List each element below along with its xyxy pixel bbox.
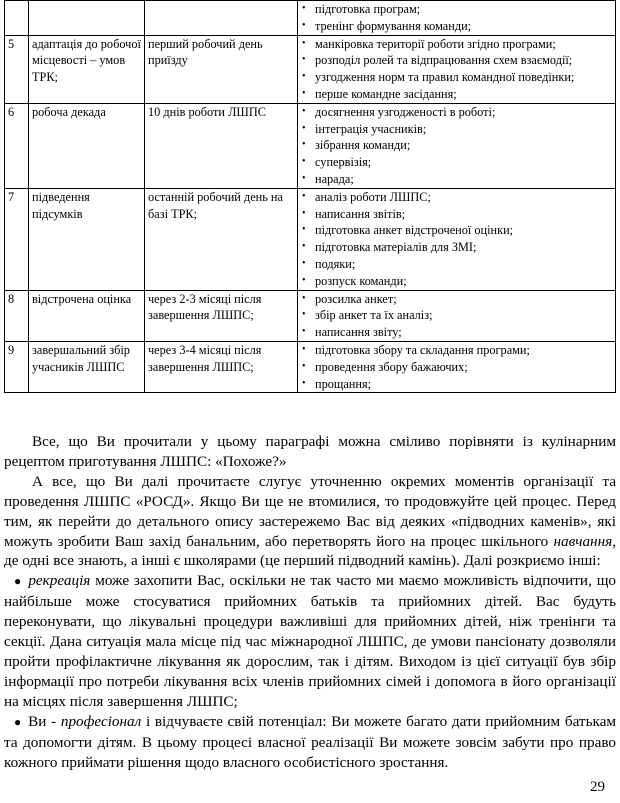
bullet-icon: • xyxy=(302,326,306,338)
bullet-icon: • xyxy=(302,122,306,134)
bullet-icon: • xyxy=(302,224,306,236)
bullet-icon: • xyxy=(302,37,306,49)
activity-text: проведення збору бажаючих; xyxy=(315,359,468,374)
bullet-icon: • xyxy=(302,172,306,184)
bullet-icon: • xyxy=(302,71,306,83)
activity-item xyxy=(301,137,613,154)
activity-text: узгодження норм та правил командної поведінки; xyxy=(315,70,575,85)
bullet-icon: • xyxy=(302,3,306,14)
activity-item xyxy=(301,239,613,256)
bullet-icon: • xyxy=(302,87,306,99)
stage-activities xyxy=(298,341,616,392)
bullet-professional: ● Ви - професіонал і відчуваєте свій потенціал: Ви можете багато дати прийомним батькам та допомогти дітям. В цьому процесі власної реалізації Ви можете зовсім забути про право кожного приймати рішення щодо власного особистісного зростання. xyxy=(4,712,616,771)
row-number: 7 xyxy=(5,188,29,290)
stage-activities xyxy=(298,188,616,290)
bullet-recreation: ● рекреація може захопити Вас, оскільки не так часто ми маємо можливість відпочити, що найбільше може стосуватися прийомних батьків та прийомних дітей. Вас будуть переконувати, що лікувальні процедури важливіші для прийомних дітей, ніж тренінги та секції. Дана ситуація мала місце під час міжнародної ЛШПС, де умови пансіонату дозволяли пройти профілактичне лікування як дорослим, так і дітям. Виходом із цієї ситуації був збір інформації про потреби лікування всіх членів прийомних сімей і допомога в його організації на місцях після завершення ЛШПС; xyxy=(4,572,617,710)
bullet-icon: ● xyxy=(14,714,23,729)
row-number xyxy=(5,1,29,36)
bullet-icon: • xyxy=(302,257,306,269)
activity-item xyxy=(301,376,613,393)
activity-text: підготовка збору та складання програми; xyxy=(315,342,530,357)
page-number: 29 xyxy=(590,779,605,795)
bullet-icon: • xyxy=(302,377,306,389)
activity-item xyxy=(301,189,613,206)
bullet-icon: • xyxy=(302,360,306,372)
activity-text: написання звітів; xyxy=(315,206,406,221)
activity-item xyxy=(301,18,613,35)
activity-item xyxy=(301,273,613,290)
activity-text: підготовка анкет відстроченої оцінки; xyxy=(315,223,514,238)
stage-activities xyxy=(298,290,616,341)
activity-item xyxy=(301,171,613,188)
table-row xyxy=(5,103,616,188)
activity-item xyxy=(301,324,613,341)
table-row xyxy=(5,35,616,103)
bullet-icon: • xyxy=(302,105,306,117)
stage-name xyxy=(29,1,145,36)
activity-item xyxy=(301,121,613,138)
stage-activities xyxy=(298,1,616,36)
stage-timing: останній робочий день на базі ТРК; xyxy=(145,188,298,290)
stage-timing: 10 днів роботи ЛШПС xyxy=(145,103,298,188)
activity-text: нарада; xyxy=(315,171,354,186)
table-row xyxy=(5,188,616,290)
stage-activities xyxy=(298,103,616,188)
bullet-icon: • xyxy=(302,54,306,66)
activity-text: інтеграція учасників; xyxy=(315,121,427,136)
bullet-icon: • xyxy=(302,190,306,202)
bullet-icon: • xyxy=(302,156,306,168)
activity-item xyxy=(301,154,613,171)
activity-item xyxy=(301,359,613,376)
activity-text: розсилка анкет; xyxy=(315,291,397,306)
paragraph-summary: Все, що Ви прочитали у цьому параграфі можна сміливо порівняти із кулінарним рецептом приготування ЛШПС: «Похоже?» xyxy=(4,433,616,470)
stage-name: робоча декада xyxy=(29,103,145,188)
table-row xyxy=(5,1,616,36)
bullet-icon: • xyxy=(302,207,306,219)
activity-text: подяки; xyxy=(315,256,356,271)
activity-item xyxy=(301,291,613,308)
activity-item xyxy=(301,222,613,239)
table-row xyxy=(5,290,616,341)
activity-text: супервізія; xyxy=(315,155,372,170)
activity-text: підготовка програм; xyxy=(315,2,421,16)
table-row xyxy=(5,341,616,392)
paragraph-intro: А все, що Ви далі прочитаєте слугує уточненню окремих моментів організації та проведення ЛШПС «РОСД». Якщо Ви ще не втомилися, то продовжуйте цей процес. Перед тим, як перейти до детального опису застережемо Вас від деяких «підводних каменів», які можуть зробити Ваш захід банальним, або перетворять його на процес шкільного навчання, де одні все знають, а інші є школярами (це перший підводний камінь). Далі розкриємо інші: xyxy=(4,472,616,570)
activity-text: розпуск команди; xyxy=(315,273,407,288)
bullet-icon: • xyxy=(302,19,306,31)
body-text xyxy=(4,432,616,772)
bullet-icon: • xyxy=(302,139,306,151)
activity-item xyxy=(301,206,613,223)
stage-timing: через 2-3 місяці після завершення ЛШПС; xyxy=(145,290,298,341)
stage-timing xyxy=(145,1,298,36)
stage-timing: перший робочий день приїзду xyxy=(145,35,298,103)
row-number: 9 xyxy=(5,341,29,392)
stage-name: підведення підсумків xyxy=(29,188,145,290)
activity-item xyxy=(301,1,613,18)
row-number: 6 xyxy=(5,103,29,188)
stage-name: завершальний збір учасників ЛШПС xyxy=(29,341,145,392)
stage-name: адаптація до робочої місцевості – умов ТРК; xyxy=(29,35,145,103)
bullet-icon: • xyxy=(302,241,306,253)
activity-text: манкіровка території роботи згідно програми; xyxy=(315,36,556,51)
activity-text: перше командне засідання; xyxy=(315,86,457,101)
activity-text: досягнення узгодженості в роботі; xyxy=(315,104,496,119)
stage-timing: через 3-4 місяці після завершення ЛШПС; xyxy=(145,341,298,392)
activity-text: прощання; xyxy=(315,376,372,391)
activity-text: тренінг формування команди; xyxy=(315,18,472,33)
stage-activities xyxy=(298,35,616,103)
bullet-icon: • xyxy=(302,292,306,304)
row-number: 8 xyxy=(5,290,29,341)
activity-text: збір анкет та їх аналіз; xyxy=(315,308,433,323)
bullet-icon: ● xyxy=(14,574,23,589)
activity-plan-table xyxy=(4,0,616,393)
activity-text: зібрання команди; xyxy=(315,138,411,153)
activity-text: підготовка матеріалів для ЗМІ; xyxy=(315,240,477,255)
activity-item xyxy=(301,307,613,324)
activity-item xyxy=(301,86,613,103)
bullet-icon: • xyxy=(302,274,306,286)
activity-text: розподіл ролей та відпрацювання схем взаємодії; xyxy=(315,53,573,68)
bullet-icon: • xyxy=(302,343,306,355)
activity-item xyxy=(301,69,613,86)
activity-item xyxy=(301,256,613,273)
activity-text: аналіз роботи ЛШПС; xyxy=(315,189,431,204)
activity-item xyxy=(301,342,613,359)
activity-item xyxy=(301,104,613,121)
activity-text: написання звіту; xyxy=(315,325,402,340)
stage-name: відстрочена оцінка xyxy=(29,290,145,341)
row-number: 5 xyxy=(5,35,29,103)
bullet-icon: • xyxy=(302,309,306,321)
activity-item xyxy=(301,52,613,69)
activity-item xyxy=(301,36,613,53)
